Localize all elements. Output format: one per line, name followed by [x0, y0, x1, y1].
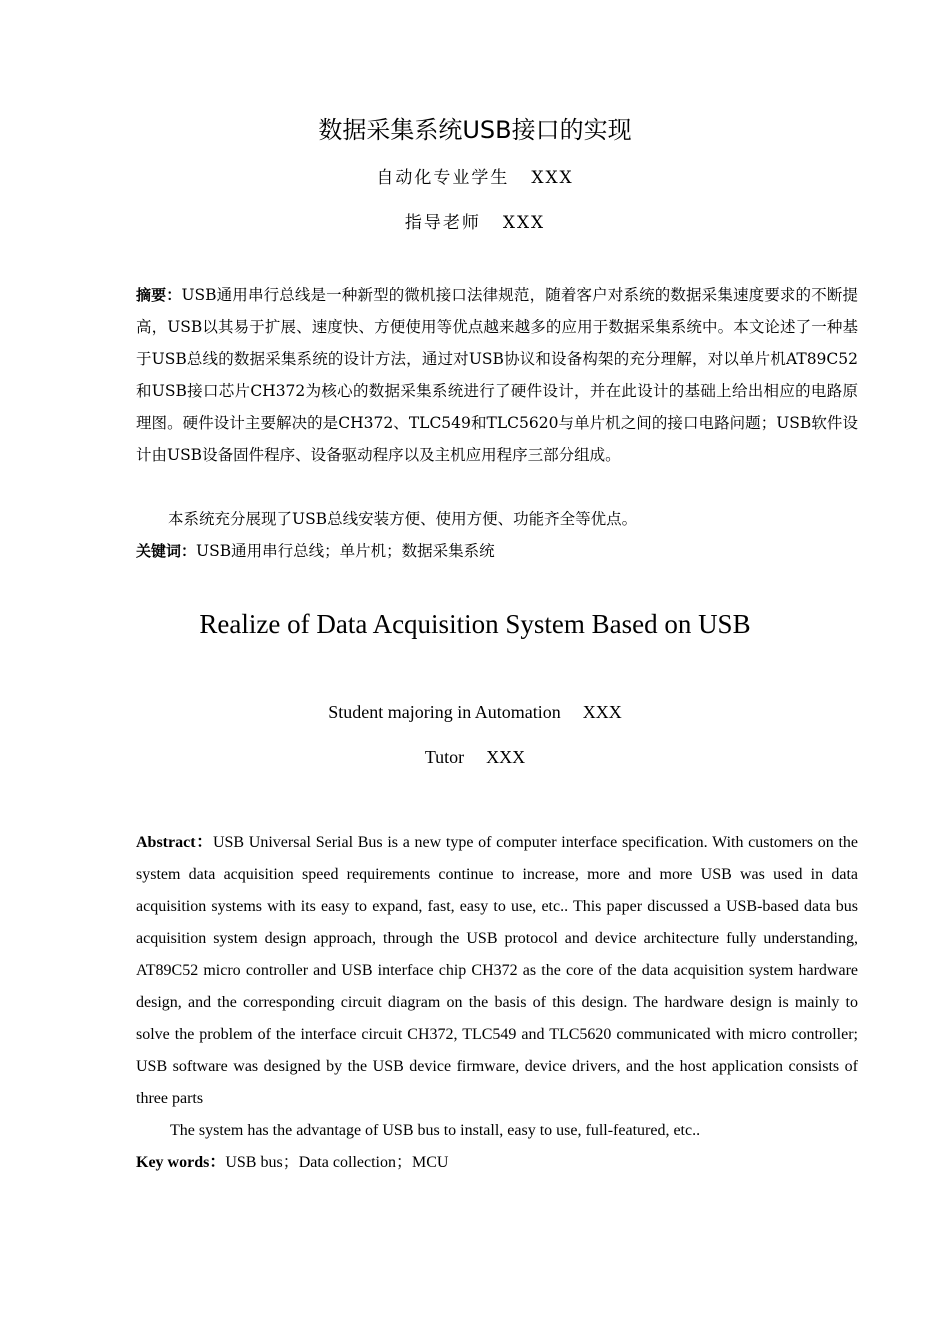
- chinese-title: 数据采集系统USB接口的实现: [318, 116, 632, 144]
- chinese-tutor-role: 指导老师: [404, 213, 481, 233]
- english-tutor-line: [0, 742, 950, 772]
- english-abstract: [136, 827, 858, 1115]
- chinese-keywords-label: 关键词：: [136, 542, 197, 560]
- english-keywords-label: Key words：: [136, 1154, 226, 1171]
- chinese-abstract-label: 摘要：: [136, 286, 182, 304]
- english-abstract-text: USB Universal Serial Bus is a new type of computer interface specification. With customers on the system data acquisition speed requirements continue to increase, more and more USB was used in data acquisition systems with its easy to expand, fast, easy to use, etc.. This paper discussed a USB-based data bus acquisition system design approach, through the USB protocol and device architecture fully understanding, AT89C52 micro controller and USB interface chip CH372 as the core of the data acquisition system hardware design, and the corresponding circuit diagram on the basis of this design. The hardware design is mainly to solve the problem of the interface circuit CH372, TLC549 and TLC5620 communicated with micro controller; USB software was designed by the USB device firmware, device drivers, and the host application consists of three parts: [136, 834, 858, 1107]
- english-tutor-role: Tutor: [424, 747, 465, 767]
- english-keywords-text: USB bus；Data collection；MCU: [225, 1154, 449, 1171]
- chinese-tutor-name: XXX: [502, 213, 546, 233]
- english-author-line: [0, 697, 950, 727]
- chinese-abstract-text: USB通用串行总线是一种新型的微机接口法律规范，随着客户对系统的数据采集速度要求的不断提高，USB以其易于扩展、速度快、方便使用等优点越来越多的应用于数据采集系统中。本文论述了一种基于USB总线的数据采集系统的设计方法，通过对USB协议和设备构架的充分理解，对以单片机AT89C52和USB接口芯片CH372为核心的数据采集系统进行了硬件设计，并在此设计的基础上给出相应的电路原理图。硬件设计主要解决的是CH372、TLC549和TLC5620与单片机之间的接口电路问题；USB软件设计由USB设备固件程序、设备驱动程序以及主机应用程序三部分组成。: [136, 286, 858, 464]
- english-keywords: [136, 1147, 858, 1179]
- chinese-author-name: XXX: [531, 168, 574, 188]
- english-tutor-name: XXX: [486, 747, 526, 767]
- chinese-tutor-line: [0, 208, 950, 238]
- english-title: Realize of Data Acquisition System Based on USB: [199, 609, 751, 639]
- chinese-author-role: 自动化专业学生: [376, 168, 510, 188]
- chinese-keywords-text: USB通用串行总线；单片机；数据采集系统: [196, 542, 495, 560]
- chinese-abstract: [136, 279, 858, 471]
- english-abstract-paragraph-2: The system has the advantage of USB bus to install, easy to use, full-featured, etc..: [170, 1122, 701, 1139]
- chinese-author-line: [0, 163, 950, 193]
- chinese-keywords: [136, 535, 858, 567]
- english-author-name: XXX: [582, 702, 622, 722]
- english-abstract-label: Abstract：: [136, 834, 213, 851]
- english-author-role: Student majoring in Automation: [328, 702, 561, 722]
- chinese-abstract-paragraph-2: 本系统充分展现了USB总线安装方便、使用方便、功能齐全等优点。: [168, 510, 638, 528]
